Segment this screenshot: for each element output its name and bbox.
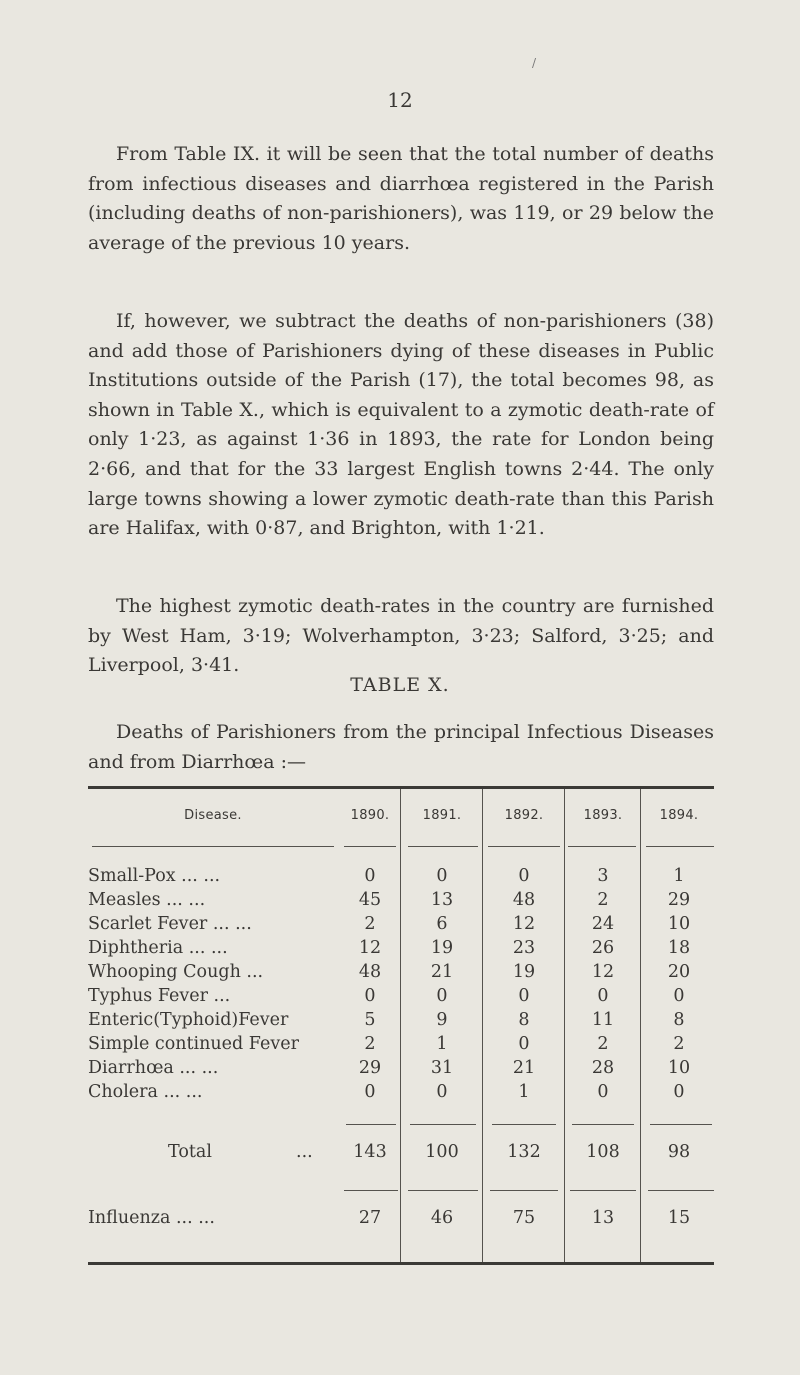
subtotal-rule [346,1124,396,1125]
cell: 48 [512,890,536,910]
cell: 45 [358,890,382,910]
cell: 6 [436,914,448,934]
header-rule [344,846,396,847]
row-label: Simple continued Fever [88,1034,299,1054]
table-row [0,866,800,890]
cell: 2 [364,914,376,934]
cell: 143 [353,1142,387,1162]
table-caption: Deaths of Parishioners from the principal Infectious Diseases and from Diarrhœa :— [88,721,714,773]
subtotal-rule [650,1124,712,1125]
table-row [0,938,800,962]
cell: 1 [436,1034,448,1054]
cell: 23 [512,938,536,958]
header-1891: 1891. [422,808,462,823]
cell: 1 [673,866,685,886]
table-row [0,890,800,914]
cell: 100 [425,1142,459,1162]
cell: 31 [430,1058,454,1078]
cell: 0 [673,1082,685,1102]
cell: 2 [364,1034,376,1054]
cell: 0 [364,986,376,1006]
cell: 27 [358,1208,382,1228]
cell: 10 [667,1058,691,1078]
cell: 0 [364,1082,376,1102]
cell: 18 [667,938,691,958]
cell: 13 [430,890,454,910]
table-bottom-rule [88,1262,714,1265]
cell: 48 [358,962,382,982]
header-rule [408,846,478,847]
influenza-row [0,1208,800,1232]
row-label: Whooping Cough ... [88,962,264,982]
cell: 21 [430,962,454,982]
cell: 0 [436,866,448,886]
cell: 26 [591,938,615,958]
subtotal-rule [492,1124,556,1125]
table-row [0,1010,800,1034]
total-label: Total [168,1142,212,1162]
cell: 0 [364,866,376,886]
header-rule [568,846,636,847]
subtotal-rule [410,1124,476,1125]
row-label: Diarrhœa ... ... [88,1058,219,1078]
top-mark: / [532,56,537,70]
cell: 20 [667,962,691,982]
cell: 21 [512,1058,536,1078]
table-row [0,1058,800,1082]
cell: 0 [436,986,448,1006]
cell: 0 [597,986,609,1006]
cell: 2 [673,1034,685,1054]
total-rule [490,1190,558,1191]
cell: 2 [597,1034,609,1054]
cell: 12 [512,914,536,934]
row-label: Scarlet Fever ... ... [88,914,252,934]
cell: 13 [591,1208,615,1228]
cell: 132 [507,1142,541,1162]
header-1890: 1890. [350,808,390,823]
cell: 0 [673,986,685,1006]
cell: 0 [597,1082,609,1102]
cell: 12 [358,938,382,958]
cell: 5 [364,1010,376,1030]
row-label: Cholera ... ... [88,1082,203,1102]
cell: 0 [436,1082,448,1102]
total-rule [408,1190,478,1191]
cell: 28 [591,1058,615,1078]
cell: 108 [586,1142,620,1162]
header-1894: 1894. [659,808,699,823]
paragraph-1: From Table IX. it will be seen that the total number of deaths from infectious diseases and diarrhœa registered in the Parish (including deaths of non-parishioners), was 119, or 29 below the average of the previous 10 years. [88,143,714,254]
row-label: Measles ... ... [88,890,206,910]
page-number: 12 [387,88,413,112]
cell: 1 [518,1082,530,1102]
cell: 9 [436,1010,448,1030]
row-label: Small-Pox ... ... [88,866,221,886]
cell: 8 [673,1010,685,1030]
header-rule [488,846,560,847]
row-label: Typhus Fever ... [88,986,231,1006]
cell: 98 [667,1142,691,1162]
cell: 19 [512,962,536,982]
table-row [0,1082,800,1106]
cell: 0 [518,866,530,886]
cell: 15 [667,1208,691,1228]
subtotal-rule [572,1124,634,1125]
cell: 2 [597,890,609,910]
row-label: Influenza ... ... [88,1208,215,1228]
cell: 3 [597,866,609,886]
header-disease: Disease. [184,808,242,823]
table-row [0,962,800,986]
cell: 29 [358,1058,382,1078]
cell: 11 [591,1010,615,1030]
header-1892: 1892. [504,808,544,823]
cell: 10 [667,914,691,934]
total-rule [570,1190,636,1191]
cell: 12 [591,962,615,982]
header-1893: 1893. [583,808,623,823]
cell: 0 [518,1034,530,1054]
table-top-rule [88,786,714,789]
header-rule [646,846,714,847]
total-rule [344,1190,398,1191]
row-label: Diphtheria ... ... [88,938,228,958]
cell: 75 [512,1208,536,1228]
header-rule [92,846,334,847]
total-rule [648,1190,714,1191]
cell: 19 [430,938,454,958]
table-row [0,1034,800,1058]
table-title: TABLE X. [350,674,450,696]
cell: 8 [518,1010,530,1030]
cell: 46 [430,1208,454,1228]
row-label: Enteric(Typhoid)Fever [88,1010,289,1030]
cell: 29 [667,890,691,910]
paragraph-2: If, however, we subtract the deaths of non-parishioners (38) and add those of Parishioners dying of these diseases in Public Institutions outside of the Parish (17), the total becomes 98, as shown in Table X., which is equivalent to a zymotic death-rate of only 1·23, as against 1·36 in 1893, the rate for London being 2·66, and that for the 33 largest English towns 2·44. The only large towns showing a lower zymotic death-rate than this Parish are Halifax, with 0·87, and Brighton, with 1·21. [88,310,714,540]
cell: 24 [591,914,615,934]
cell: 0 [518,986,530,1006]
total-dots: ... [296,1142,313,1162]
total-row [0,1142,800,1166]
paragraph-3: The highest zymotic death-rates in the country are furnished by West Ham, 3·19; Wolverhampton, 3·23; Salford, 3·25; and Liverpool, 3·41. [88,595,714,677]
table-row [0,914,800,938]
table-row [0,986,800,1010]
